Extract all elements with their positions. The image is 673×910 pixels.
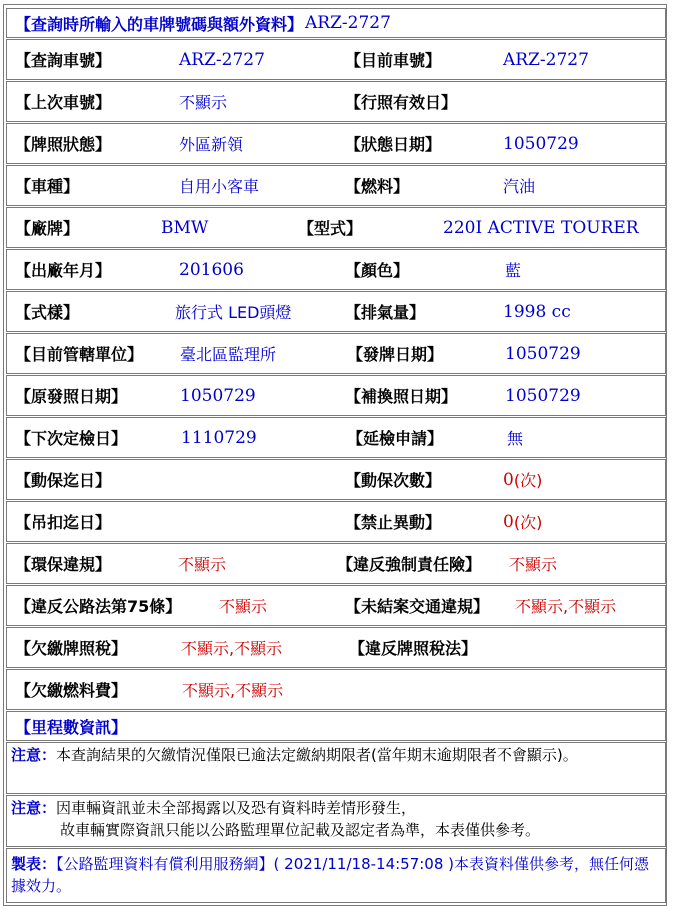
label-status-date: 【狀態日期】 — [345, 135, 442, 154]
value-plate-status: 外區新領 — [179, 135, 244, 154]
value-compulsory-insurance-violation: 不顯示 — [509, 555, 558, 574]
label-inspection-extension: 【延檢申請】 — [347, 429, 444, 448]
value-previous-plate: 不顯示 — [179, 93, 228, 112]
value-brand: BMW — [161, 217, 209, 238]
value-next-inspection: 1110729 — [181, 427, 257, 448]
value-highway-act-violation: 不顯示 — [219, 597, 268, 616]
label-environmental-violation: 【環保違規】 — [15, 555, 112, 574]
value-manufacture-date: 201606 — [179, 259, 244, 280]
label-model: 【型式】 — [298, 219, 363, 238]
data-row-manufacture-date — [6, 249, 666, 290]
value-query-plate: ARZ-2727 — [179, 49, 265, 70]
label-license-valid-date: 【行照有效日】 — [345, 93, 458, 112]
label-unpaid-license-tax: 【欠繳牌照稅】 — [15, 639, 128, 658]
value-current-plate: ARZ-2727 — [503, 49, 589, 70]
label-original-license-date: 【原發照日期】 — [15, 387, 128, 406]
label-manufacture-date: 【出廠年月】 — [15, 261, 112, 280]
label-fuel: 【燃料】 — [345, 177, 410, 196]
label-plate-status: 【牌照狀態】 — [15, 135, 112, 154]
data-row-highway-act-violation — [6, 585, 666, 626]
header-plate: ARZ-2727 — [305, 13, 391, 33]
label-compulsory-insurance-violation: 【違反強制責任險】 — [337, 555, 482, 574]
label-chattel-mortgage-count: 【動保次數】 — [345, 471, 442, 490]
value-original-license-date: 1050729 — [180, 385, 256, 406]
label-suspension-end: 【吊扣迄日】 — [15, 513, 112, 532]
value-transfer-prohibited-number: 0 — [503, 511, 514, 532]
footer-disclaimer: 本表資料僅供參考，無任何憑據效力。 — [11, 855, 650, 895]
value-inspection-extension: 無 — [507, 429, 524, 448]
data-row-query-plate — [6, 39, 666, 80]
value-model: 220I ACTIVE TOURER — [443, 217, 639, 238]
label-current-plate: 【目前車號】 — [345, 51, 442, 70]
data-row-environmental-violation — [6, 543, 666, 584]
value-chattel-mortgage-count-number: 0 — [503, 469, 514, 490]
mileage-title: 【里程數資訊】 — [15, 717, 128, 737]
note-unpaid-scope — [6, 742, 666, 794]
label-next-inspection: 【下次定檢日】 — [15, 429, 128, 448]
data-row-next-inspection — [6, 417, 666, 458]
value-replacement-license-date: 1050729 — [505, 385, 581, 406]
footer-label: 製表： — [11, 855, 57, 873]
label-brand: 【廠牌】 — [15, 219, 80, 238]
value-color: 藍 — [505, 261, 522, 280]
value-chattel-mortgage-count-unit: (次) — [513, 471, 543, 490]
note-text-line-1: 因車輛資訊並未全部揭露以及恐有資料時差情形發生， — [56, 799, 417, 817]
label-issue-date: 【發牌日期】 — [347, 345, 444, 364]
label-unpaid-fuel-fee: 【欠繳燃料費】 — [15, 681, 128, 700]
value-style: 旅行式 LED頭燈 — [175, 303, 292, 322]
note-text: 本查詢結果的欠繳情況僅限已逾法定繳納期限者(當年期末逾期限者不會顯示)。 — [56, 746, 578, 764]
header-row — [6, 8, 666, 38]
data-row-unpaid-license-tax — [6, 627, 666, 668]
label-query-plate: 【查詢車號】 — [15, 51, 112, 70]
data-row-jurisdiction — [6, 333, 666, 374]
value-fuel: 汽油 — [503, 177, 536, 196]
value-unpaid-license-tax: 不顯示,不顯示 — [181, 639, 283, 658]
label-open-traffic-violation: 【未結案交通違規】 — [345, 597, 490, 616]
note-label: 注意： — [11, 799, 57, 817]
value-issue-date: 1050729 — [505, 343, 581, 364]
footer-source: 【公路監理資料有償利用服務網】 — [56, 855, 274, 873]
data-row-unpaid-fuel-fee — [6, 669, 666, 710]
note-disclosure — [6, 795, 666, 847]
data-row-brand — [6, 207, 666, 248]
value-environmental-violation: 不顯示 — [178, 555, 227, 574]
data-row-plate-status — [6, 123, 666, 164]
note-line-2 — [11, 819, 661, 841]
label-chattel-mortgage-end: 【動保迄日】 — [15, 471, 112, 490]
footer-tabulation — [6, 848, 666, 903]
label-transfer-prohibited: 【禁止異動】 — [345, 513, 442, 532]
value-status-date: 1050729 — [503, 133, 579, 154]
data-row-original-license-date — [6, 375, 666, 416]
label-vehicle-type: 【車種】 — [15, 177, 80, 196]
footer-timestamp: ( 2021/11/18-14:57:08 ) — [273, 855, 455, 873]
label-license-tax-violation: 【違反牌照稅法】 — [349, 639, 478, 658]
note-line-1 — [11, 797, 661, 819]
data-row-vehicle-type — [6, 165, 666, 206]
value-transfer-prohibited — [503, 502, 542, 541]
value-displacement: 1998 cc — [503, 301, 571, 322]
value-vehicle-type: 自用小客車 — [179, 177, 260, 196]
mileage-row — [6, 711, 666, 741]
label-style: 【式樣】 — [15, 303, 80, 322]
data-row-chattel-mortgage-end — [6, 459, 666, 500]
data-row-suspension-end — [6, 501, 666, 542]
note-text-line-2: 故車輛實際資訊只能以公路監理單位記載及認定者為準，本表僅供參考。 — [60, 821, 541, 839]
data-row-previous-plate — [6, 81, 666, 122]
value-chattel-mortgage-count — [503, 460, 542, 499]
label-displacement: 【排氣量】 — [345, 303, 426, 322]
value-transfer-prohibited-unit: (次) — [513, 513, 543, 532]
label-previous-plate: 【上次車號】 — [15, 93, 112, 112]
header-title-text: 【查詢時所輸入的車牌號碼與額外資料】 — [15, 14, 304, 34]
header-title — [15, 9, 391, 37]
value-jurisdiction: 臺北區監理所 — [180, 345, 277, 364]
label-highway-act-violation: 【違反公路法第75條】 — [15, 597, 182, 616]
data-row-style — [6, 291, 666, 332]
label-color: 【顏色】 — [345, 261, 410, 280]
label-jurisdiction: 【目前管轄單位】 — [15, 345, 144, 364]
note-label: 注意： — [11, 746, 57, 764]
value-unpaid-fuel-fee: 不顯示,不顯示 — [182, 681, 284, 700]
value-open-traffic-violation: 不顯示,不顯示 — [515, 597, 617, 616]
label-replacement-license-date: 【補換照日期】 — [345, 387, 458, 406]
